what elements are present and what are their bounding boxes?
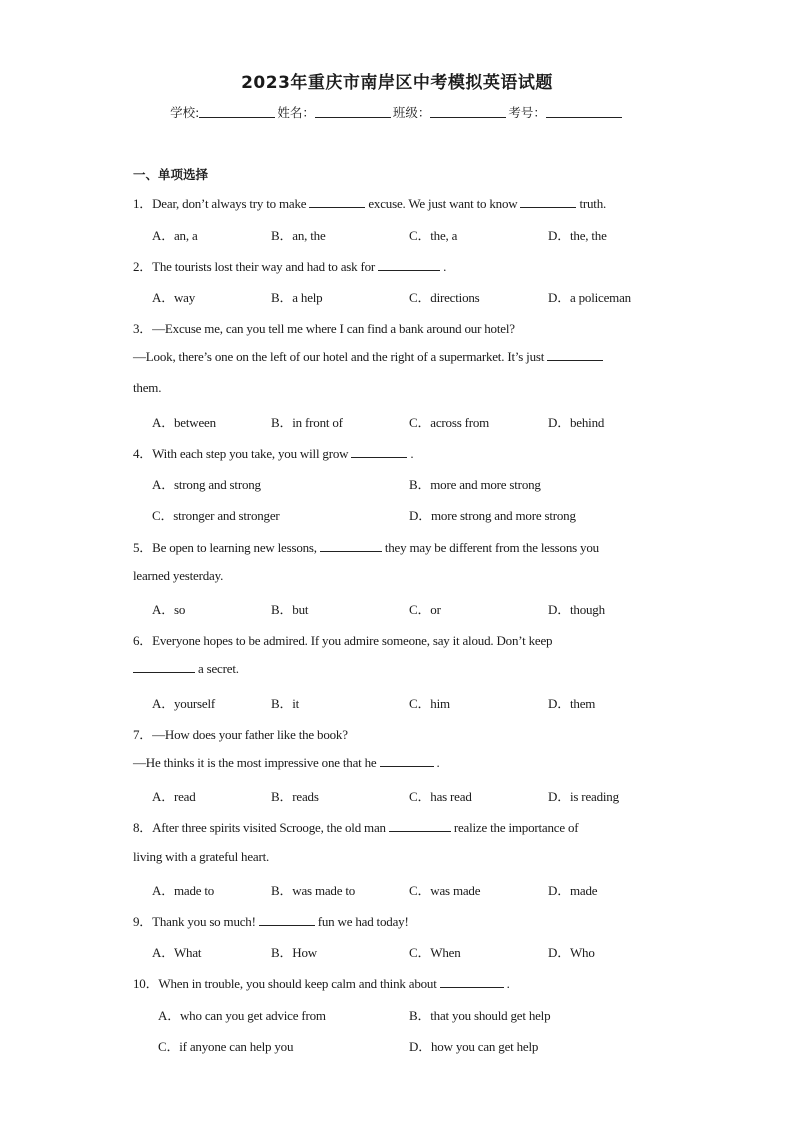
class-field[interactable] bbox=[430, 105, 506, 118]
option-b[interactable]: B．was made to bbox=[271, 883, 356, 898]
question-text: Dear, don’t always try to make bbox=[152, 196, 307, 211]
question-text: —How does your father like the book? bbox=[152, 727, 348, 742]
option-d[interactable]: D．a policeman bbox=[548, 290, 631, 305]
question-text: Be open to learning new lessons, bbox=[152, 540, 317, 555]
question-number: 7． bbox=[133, 727, 153, 742]
name-label: 姓名： bbox=[277, 105, 315, 120]
question-3-line-2 bbox=[133, 349, 606, 365]
option-c[interactable]: C．stronger and stronger bbox=[152, 508, 280, 523]
question-number: 2． bbox=[133, 259, 153, 274]
question-number: 1． bbox=[133, 196, 153, 211]
option-c[interactable]: C．was made bbox=[409, 883, 481, 898]
number-field[interactable] bbox=[546, 105, 622, 118]
question-text: Thank you so much! bbox=[152, 914, 256, 929]
name-field[interactable] bbox=[315, 105, 391, 118]
question-7 bbox=[133, 724, 348, 743]
student-info-line bbox=[0, 103, 794, 121]
question-8-line-2: living with a grateful heart. bbox=[133, 849, 270, 864]
answer-blank[interactable] bbox=[320, 540, 382, 552]
option-b[interactable]: B．more and more strong bbox=[409, 477, 541, 492]
option-c[interactable]: C．has read bbox=[409, 789, 472, 804]
answer-blank[interactable] bbox=[520, 196, 576, 208]
option-a[interactable]: A．so bbox=[152, 602, 186, 617]
question-2 bbox=[133, 256, 446, 275]
question-7-line-2 bbox=[133, 755, 440, 771]
school-label: 学校: bbox=[170, 105, 200, 120]
option-b[interactable]: B．How bbox=[271, 945, 317, 960]
option-a[interactable]: A．What bbox=[152, 945, 202, 960]
option-b[interactable]: B．a help bbox=[271, 290, 323, 305]
option-d[interactable]: D．though bbox=[548, 602, 605, 617]
question-text: they may be different from the lessons you bbox=[384, 540, 599, 555]
question-text: —He thinks it is the most impressive one that he bbox=[133, 755, 377, 770]
option-d[interactable]: D．the, the bbox=[548, 228, 607, 243]
option-a[interactable]: A．way bbox=[152, 290, 196, 305]
question-9 bbox=[133, 911, 409, 930]
question-text: truth. bbox=[579, 196, 607, 211]
question-number: 8． bbox=[133, 820, 153, 835]
option-d[interactable]: D．behind bbox=[548, 415, 605, 430]
question-4 bbox=[133, 443, 413, 462]
option-d[interactable]: D．them bbox=[548, 696, 596, 711]
question-10 bbox=[133, 973, 510, 992]
answer-blank[interactable] bbox=[351, 446, 407, 458]
option-d[interactable]: D．made bbox=[548, 883, 598, 898]
question-text: . bbox=[410, 446, 414, 461]
answer-blank[interactable] bbox=[389, 820, 451, 832]
answer-blank[interactable] bbox=[547, 349, 603, 361]
question-text: . bbox=[506, 976, 510, 991]
question-text: excuse. We just want to know bbox=[368, 196, 518, 211]
question-1 bbox=[133, 193, 606, 212]
question-8 bbox=[133, 817, 578, 836]
option-a[interactable]: A．read bbox=[152, 789, 196, 804]
option-c[interactable]: C．directions bbox=[409, 290, 480, 305]
question-3 bbox=[133, 318, 515, 337]
option-d[interactable]: D．more strong and more strong bbox=[409, 508, 576, 523]
question-text: When in trouble, you should keep calm and think about bbox=[158, 976, 437, 991]
question-text: fun we had today! bbox=[317, 914, 409, 929]
option-d[interactable]: D．Who bbox=[548, 945, 595, 960]
option-a[interactable]: A．strong and strong bbox=[152, 477, 261, 492]
answer-blank[interactable] bbox=[309, 196, 365, 208]
question-3-line-3: them. bbox=[133, 380, 162, 395]
answer-blank[interactable] bbox=[380, 755, 434, 767]
option-b[interactable]: B．reads bbox=[271, 789, 319, 804]
option-b[interactable]: B．in front of bbox=[271, 415, 343, 430]
option-a[interactable]: A．an, a bbox=[152, 228, 198, 243]
question-6-line-2 bbox=[133, 661, 239, 677]
question-text: a secret. bbox=[198, 661, 239, 676]
option-b[interactable]: B．it bbox=[271, 696, 300, 711]
answer-blank[interactable] bbox=[378, 259, 440, 271]
question-text: —Look, there’s one on the left of our hotel and the right of a supermarket. It’s just bbox=[133, 349, 545, 364]
question-text: After three spirits visited Scrooge, the old man bbox=[152, 820, 386, 835]
answer-blank[interactable] bbox=[440, 976, 504, 988]
option-b[interactable]: B．that you should get help bbox=[409, 1008, 551, 1023]
option-a[interactable]: A．yourself bbox=[152, 696, 215, 711]
question-number: 6． bbox=[133, 633, 153, 648]
question-number: 9． bbox=[133, 914, 153, 929]
question-5 bbox=[133, 537, 599, 556]
option-c[interactable]: C．across from bbox=[409, 415, 490, 430]
question-number: 4． bbox=[133, 446, 153, 461]
option-a[interactable]: A．made to bbox=[152, 883, 215, 898]
school-field[interactable] bbox=[199, 105, 275, 118]
option-c[interactable]: C．or bbox=[409, 602, 441, 617]
question-text: The tourists lost their way and had to ask for bbox=[152, 259, 376, 274]
question-text: Everyone hopes to be admired. If you admire someone, say it aloud. Don’t keep bbox=[152, 633, 553, 648]
page-title: 2023年重庆市南岸区中考模拟英语试题 bbox=[241, 73, 553, 93]
question-text: With each step you take, you will grow bbox=[152, 446, 349, 461]
option-c[interactable]: C．When bbox=[409, 945, 461, 960]
question-text: —Excuse me, can you tell me where I can find a bank around our hotel? bbox=[152, 321, 515, 336]
option-c[interactable]: C．him bbox=[409, 696, 450, 711]
question-text: realize the importance of bbox=[453, 820, 579, 835]
option-c[interactable]: C．if anyone can help you bbox=[158, 1039, 294, 1054]
option-d[interactable]: D．is reading bbox=[548, 789, 619, 804]
option-b[interactable]: B．but bbox=[271, 602, 309, 617]
option-a[interactable]: A．between bbox=[152, 415, 216, 430]
question-number: 10． bbox=[133, 976, 159, 991]
option-d[interactable]: D．how you can get help bbox=[409, 1039, 539, 1054]
option-b[interactable]: B．an, the bbox=[271, 228, 326, 243]
number-label: 考号： bbox=[508, 105, 546, 120]
answer-blank[interactable] bbox=[133, 661, 195, 673]
question-text: . bbox=[443, 259, 447, 274]
question-number: 3． bbox=[133, 321, 153, 336]
class-label: 班级： bbox=[392, 105, 431, 120]
question-5-line-2: learned yesterday. bbox=[133, 568, 224, 583]
question-text: . bbox=[436, 755, 440, 770]
question-number: 5． bbox=[133, 540, 153, 555]
section-title: 一、单项选择 bbox=[133, 167, 209, 182]
question-6 bbox=[133, 630, 552, 649]
option-c[interactable]: C．the, a bbox=[409, 228, 458, 243]
option-a[interactable]: A．who can you get advice from bbox=[158, 1008, 326, 1023]
answer-blank[interactable] bbox=[259, 914, 315, 926]
